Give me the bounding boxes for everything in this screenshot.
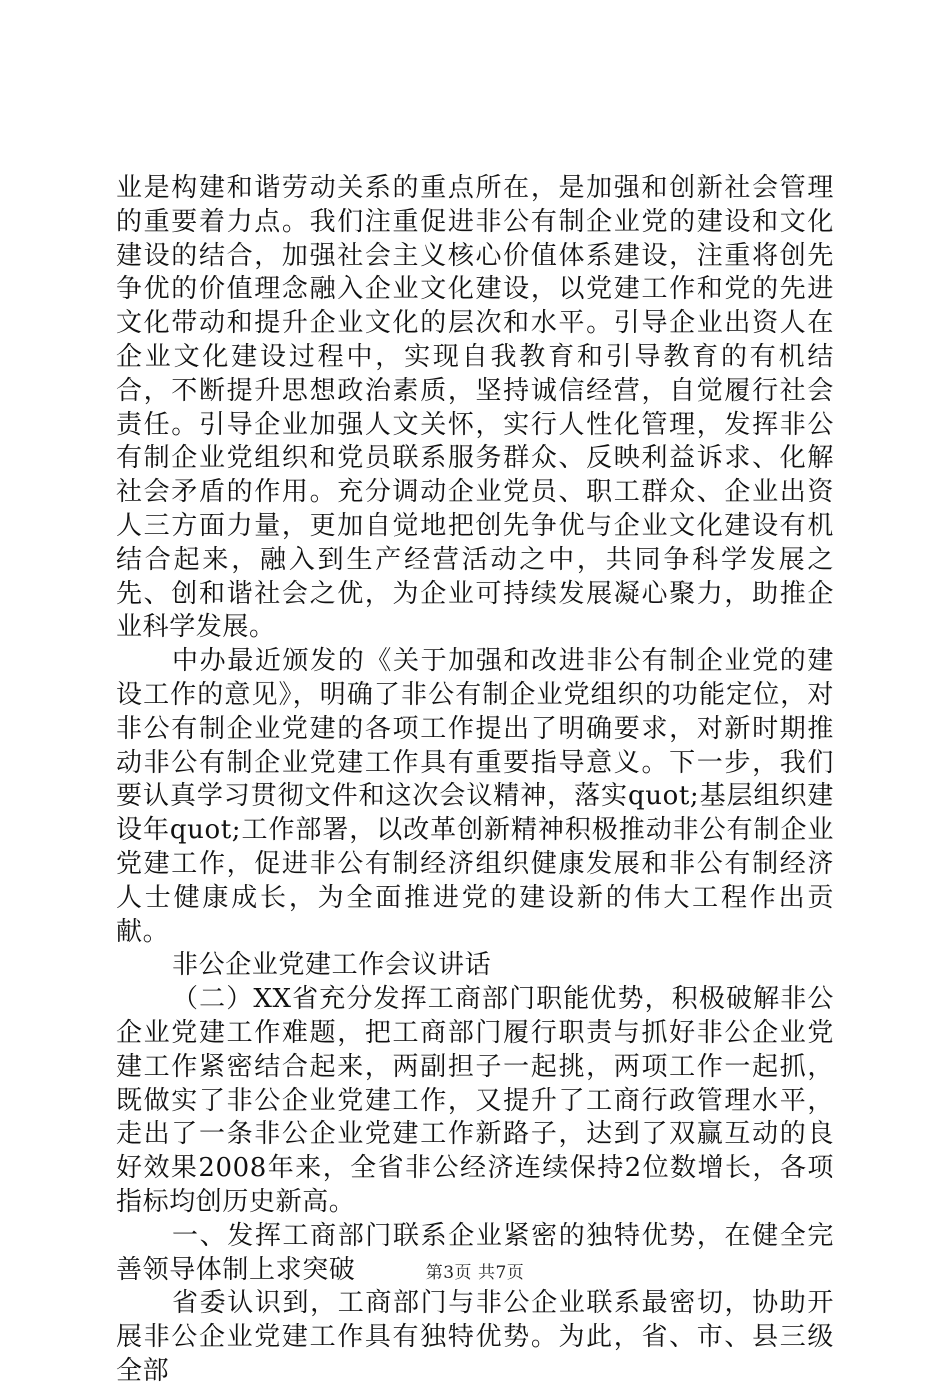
section-title: 非公企业党建工作会议讲话 bbox=[172, 950, 492, 981]
paragraph: （二）XX省充分发挥工商部门职能优势，积极破解非公企业党建工作难题，把工商部门履行职责与抓好非公企业党建工作紧密结合起来，两副担子一起挑，两项工作一起抓，既做实了非公企业党建工作，又提升了工商行政管理水平，走出了一条非公企业党建工作新路子，达到了双赢互动的良好效果2008年来，全省非公经济连续保持2位数增长，各项指标均创历史新高。 bbox=[116, 984, 834, 1217]
paragraph-continued: 业是构建和谐劳动关系的重点所在，是加强和创新社会管理的重要着力点。我们注重促进非公有制企业党的建设和文化建设的结合，加强社会主义核心价值体系建设，注重将创先争优的价值理念融入企业文化建设，以党建工作和党的先进文化带动和提升企业文化的层次和水平。引导企业出资人在企业文化建设过程中，实现自我教育和引导教育的有机结合，不断提升思想政治素质，坚持诚信经营，自觉履行社会责任。引导企业加强人文关怀，实行人性化管理，发挥非公有制企业党组织和党员联系服务群众、反映利益诉求、化解社会矛盾的作用。充分调动企业党员、职工群众、企业出资人三方面力量，更加自觉地把创先争优与企业文化建设有机结合起来，融入到生产经营活动之中，共同争科学发展之先、创和谐社会之优，为企业可持续发展凝心聚力，助推企业科学发展。 bbox=[116, 173, 834, 643]
document-body bbox=[116, 172, 834, 1389]
section-heading: 一、发挥工商部门联系企业紧密的独特优势，在健全完善领导体制上求突破 bbox=[116, 1220, 834, 1285]
paragraph: 省委认识到，工商部门与非公企业联系最密切，协助开展非公企业党建工作具有独特优势。为此，省、市、县三级全部 bbox=[116, 1288, 834, 1386]
page-number: 第3页 共7页 bbox=[425, 1263, 525, 1283]
paragraph: 中办最近颁发的《关于加强和改进非公有制企业党的建设工作的意见》，明确了非公有制企业党组织的功能定位，对非公有制企业党建的各项工作提出了明确要求，对新时期推动非公有制企业党建工作具有重要指导意义。下一步，我们要认真学习贯彻文件和这次会议精神，落实quot;基层组织建设年quot;工作部署，以改革创新精神积极推动非公有制企业党建工作，促进非公有制经济组织健康发展和非公有制经济人士健康成长，为全面推进党的建设新的伟大工程作出贡献。 bbox=[116, 646, 834, 947]
